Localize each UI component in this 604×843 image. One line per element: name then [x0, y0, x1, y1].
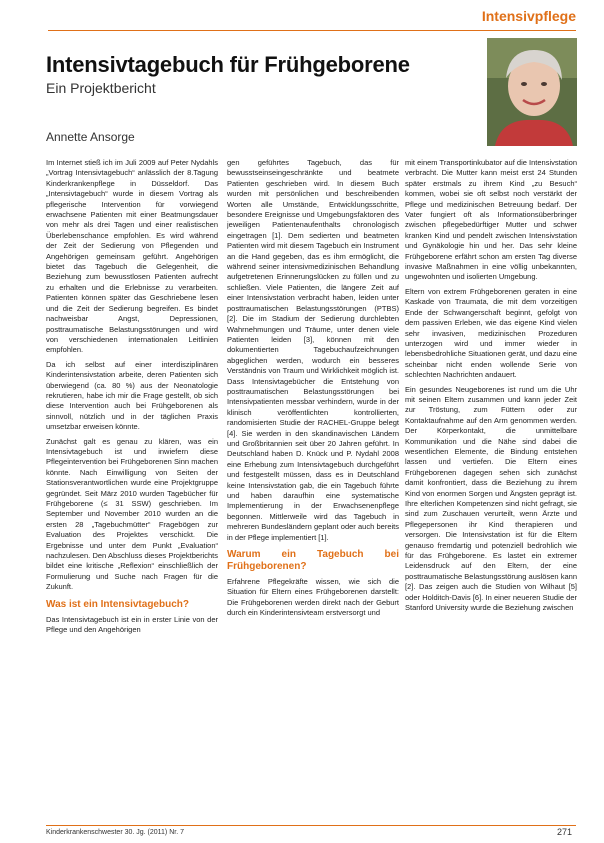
text-column-1 [46, 158, 218, 824]
paragraph: Eltern von extrem Frühgeborenen geraten in eine Kaskade von Traumata, die mit dem vorzeitigen Ende der Schwangerschaft beginnt, gefolgt von dem passiven Erleben, wie das eigene Kind vielen sehr invasiven, medizinischen Prozeduren unterzogen wird und immer wieder in lebensbedrohliche Situationen gerät, und dazu eine scheinbar nicht enden wollende Serie von schlechten Nachrichten andauert. [405, 286, 577, 380]
paragraph: mit einem Transportinkubator auf die Intensivstation verbracht. Die Mutter kann meist erst 24 Stunden später erstmals zu ihrem Kind „zu Besuch“ kommen, wobei sie oft selbst noch verstärkt der Pflege und medizinischen Betreuung bedarf. Der Vater fungiert oft als Informationsüberbringer zwischen pflegebedürftiger Mutter und schwer kranken Kind und pendelt zwischen Intensivstation und Gynäkologie hin und her. Das sehr kleine Frühgeborene erfährt schon am ersten Tag diverse invasive Maßnahmen in eine völlig unbekannten, ungewohnten und isolierten Umgebung. [405, 158, 577, 282]
journal-footer: Kinderkrankenschwester 30. Jg. (2011) Nr. 7 [46, 829, 184, 836]
author-portrait-photo [487, 38, 577, 146]
header-divider [48, 30, 576, 31]
subheading: Warum ein Tagebuch bei Frühgeborenen? [227, 549, 399, 573]
article-subtitle: Ein Projektbericht [46, 80, 156, 96]
paragraph: Da ich selbst auf einer interdisziplinären Kinderintensivstation arbeite, deren Patienten sich überwiegend (ca. 80 %) aus der Neonatologie rekrutieren, habe ich mir die Frage gestellt, ob sich diese Intervention auch bei Frühgeborenen als sinnvoll, nützlich und in der täglichen Praxis umsetzbar erweisen könnte. [46, 359, 218, 432]
paragraph: gen geführtes Tagebuch, das für bewusstseinseingeschränkte und beatmete Patienten geschrieben wird. In diesem Buch wurden mit persönlichen und beschreibenden Worten alle Umstände, Entwicklungsschritte, besondere Ereignisse und Umgebungsfaktoren des jeweiligen Patientenaufenthalts chronologisch eingetragen [1]. Dem sedierten und beatmeten Patienten wird mit diesem Tagebuch ein Instrument an die Hand gegeben, das es ihm ermöglicht, die während seiner intensivmedizinischen Behandlung aufgetretenen Erinnerungslücken zu füllen und zu schließen. Viele Patienten, die längere Zeit auf einer Intensivstation verbracht haben, leiden unter posttraumatischen Belastungsstörungen (PTBS) [2]. Die im Stadium der Sedierung durchlebten Wahrnehmungen und Träume, unter denen viele Patienten leiden [3], können mit den dokumentierten Tagebuchaufzeichnungen abgeglichen werden, wodurch ein besseres Verständnis von Traum und Wirklichkeit möglich ist. Dass Intensivtagebücher die Entstehung von posttraumatischen Belastungsstörungen bei Intensivpatienten messbar verhindern, wurde in der klinisch veröffentlichten kontrollierten, randomisierten Studie der RACHEL-Gruppe belegt [4]. Sie werden in den skandinavischen Ländern und Großbritannien seit über 20 Jahren geführt. In Deutschland haben D. Knück und P. Nydahl 2008 eine Erhebung zum Intensivtagebuch durchgeführt und festgestellt müssen, dass es in Deutschland keine Intensivstation gab, die ein Tagebuch führte und haben daraufhin eine systematische Implementierung in der Erwachsenenpflege begonnen. Mittlerweile wird das Tagebuch in mehreren Bundesländern geplant oder auch bereits in der Pflege implementiert [1]. [227, 158, 399, 542]
text-column-2 [227, 158, 399, 824]
paragraph: Das Intensivtagebuch ist ein in erster Linie von der Pflege und den Angehörigen [46, 614, 218, 635]
article-author: Annette Ansorge [46, 130, 135, 144]
paragraph: Erfahrene Pflegekräfte wissen, wie sich die Situation für Eltern eines Frühgeborenen darstellt: Die Frühgeborenen werden direkt nach der Geburt durch ein Kinderintensivteam erstversorgt und [227, 577, 399, 618]
subheading: Was ist ein Intensivtagebuch? [46, 598, 189, 610]
text-column-3 [405, 158, 577, 824]
paragraph: Im Internet stieß ich im Juli 2009 auf Peter Nydahls „Vortrag Intensivtagebuch“ anlässlich der 8.Tagung Kinderkrankenpflege in Düsseldorf. Das „Intensivtagebuch“ wurde in diesem Vortrag als pflegerische Intervention für vorwiegend erwachsene Patienten mit einer Beatmungsdauer von mehr als drei Tagen und einer realistischen Überlebenschance empfohlen. Es wird während der Zeit der Sedierung von Pflegenden und Angehörigen gemeinsam geführt. Angehörigen bietet das Tagebuch die Gelegenheit, die Beziehung zum bewusstlosen Patienten aufrecht zu erhalten und die Erlebnisse zu verarbeiten. Patienten können später das Geschriebene lesen und die Zeit der Sedierung begreifen. Es bindet nachweisbar Angst, Depressionen, posttraumatische Belastungsstörungen und wird von verschiedenen internationalen Leitlinien empfohlen. [46, 158, 218, 355]
page-number: 271 [556, 827, 572, 837]
footer-divider [46, 825, 576, 826]
paragraph: Ein gesundes Neugeborenes ist rund um die Uhr mit seinen Eltern zusammen und kann jeder Zeit zur Tröstung, zum Füttern oder zur Kontaktaufnahme auf den Arm genommen werden. Der Körperkontakt, die unmittelbare Kommunikation und die Nähe sind dabei die wesentlichen Elemente, die Bindung entstehen lassen und vertiefen. Die Eltern eines Frühgeborenen dagegen sehen sich zunächst damit konfrontiert, dass die Beziehung zu ihrem Kind von enormen Sorgen und Ängsten geprägt ist. Ihre elterlichen Kompetenzen sind nicht gefragt, sie sind zum Zuschauen verurteilt, wenn Ärzte und Pflegepersonen ihr Kind therapieren und versorgen. Die Intensivstation ist für die Eltern genauso fremdartig und potenziell bedrohlich wie für das Frühgeborene. Es lastet ein extremer Leidensdruck auf den Eltern, der eine posttraumatische Belastungsstörung auslösen kann [2]. Das zeigen auch die Studien von Wilhaut [5] oder Holditch-Davis [6]. In einer neueren Studie der Stanford University wurde die Beziehung zwischen [405, 384, 577, 613]
article-title: Intensivtagebuch für Frühgeborene [46, 52, 410, 77]
section-label: Intensivpflege [481, 8, 576, 24]
paragraph: Zunächst galt es genau zu klären, was ein Intensivtagebuch ist und inwiefern diese Pflegeintervention bei Frühgeborenen Sinn machen könnte. Nach Einwilligung von Seiten der Stationsverantwortlichen wurde eine Projektgruppe gegründet. Seit März 2010 wurden Tagebücher für Frühgeborene (≤ 31 SSW) geschrieben. Im September und November 2010 wurden an die ersten 28 „Tagebuchmütter“ Fragebögen zur Evaluation des Projektes verschickt. Die Ergebnisse und unter dem Punkt „Evaluation“ nachzulesen. Den Abschluss dieses Projektberichts bildet eine kritische „Reflexion“ einschließlich der Formulierung und Suche nach Fragen für die Zukunft. [46, 436, 218, 592]
section-header [0, 8, 604, 28]
